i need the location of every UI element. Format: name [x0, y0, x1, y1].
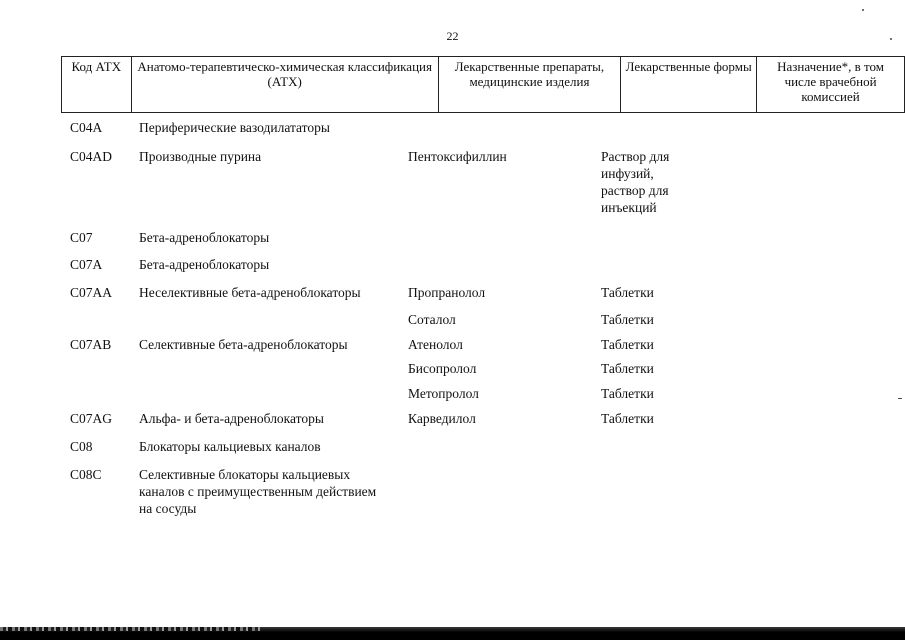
row-code: C08C: [70, 467, 102, 482]
row-code: C04AD: [70, 149, 113, 164]
row-form: Таблетки: [601, 337, 654, 352]
row-classification: Селективные блокаторы кальциевых каналов с преимущественным действием на сосуды: [139, 467, 377, 516]
row-classification: Бета-адреноблокаторы: [139, 257, 270, 272]
row-classification: Альфа- и бета-адреноблокаторы: [139, 411, 324, 426]
scan-speck: [890, 38, 892, 40]
row-form: Раствор для инфузий, раствор для инъекций: [601, 149, 670, 215]
row-code: C07AB: [70, 337, 112, 352]
row-classification: Неселективные бета-адреноблокаторы: [139, 285, 361, 300]
row-drug: Бисопролол: [408, 361, 477, 376]
row-classification: Селективные бета-адреноблокаторы: [139, 337, 348, 352]
header-code: Код АТХ: [62, 57, 132, 113]
page-number: 22: [446, 29, 459, 43]
scan-edge-bar: [0, 627, 905, 640]
row-classification: Периферические вазодилататоры: [139, 120, 330, 135]
row-classification: Бета-адреноблокаторы: [139, 230, 270, 245]
header-classification: Анатомо-терапевтическо-химическая классификация (АТХ): [131, 57, 438, 113]
row-code: C08: [70, 439, 93, 454]
header-purpose: Назначение*, в том числе врачебной комиссией: [757, 57, 905, 113]
row-drug: Атенолол: [408, 337, 463, 352]
row-form: Таблетки: [601, 312, 654, 327]
row-code: C07: [70, 230, 93, 245]
row-drug: Пропранолол: [408, 285, 486, 300]
header-drugs: Лекарственные препараты, медицинские изделия: [438, 57, 621, 113]
row-code: C04A: [70, 120, 103, 135]
row-code: C07AA: [70, 285, 113, 300]
row-drug: Пентоксифиллин: [408, 149, 507, 164]
header-forms: Лекарственные формы: [621, 57, 757, 113]
row-form: Таблетки: [601, 285, 654, 300]
table-header: [61, 56, 905, 113]
row-classification: Производные пурина: [139, 149, 262, 164]
row-drug: Метопролол: [408, 386, 479, 401]
row-form: Таблетки: [601, 411, 654, 426]
row-form: Таблетки: [601, 361, 654, 376]
row-code: C07A: [70, 257, 103, 272]
row-drug: Соталол: [408, 312, 456, 327]
row-drug: Карведилол: [408, 411, 476, 426]
scan-speck: [862, 9, 864, 11]
row-code: C07AG: [70, 411, 113, 426]
row-classification: Блокаторы кальциевых каналов: [139, 439, 321, 454]
scan-speck: [898, 398, 902, 399]
row-form: Таблетки: [601, 386, 654, 401]
